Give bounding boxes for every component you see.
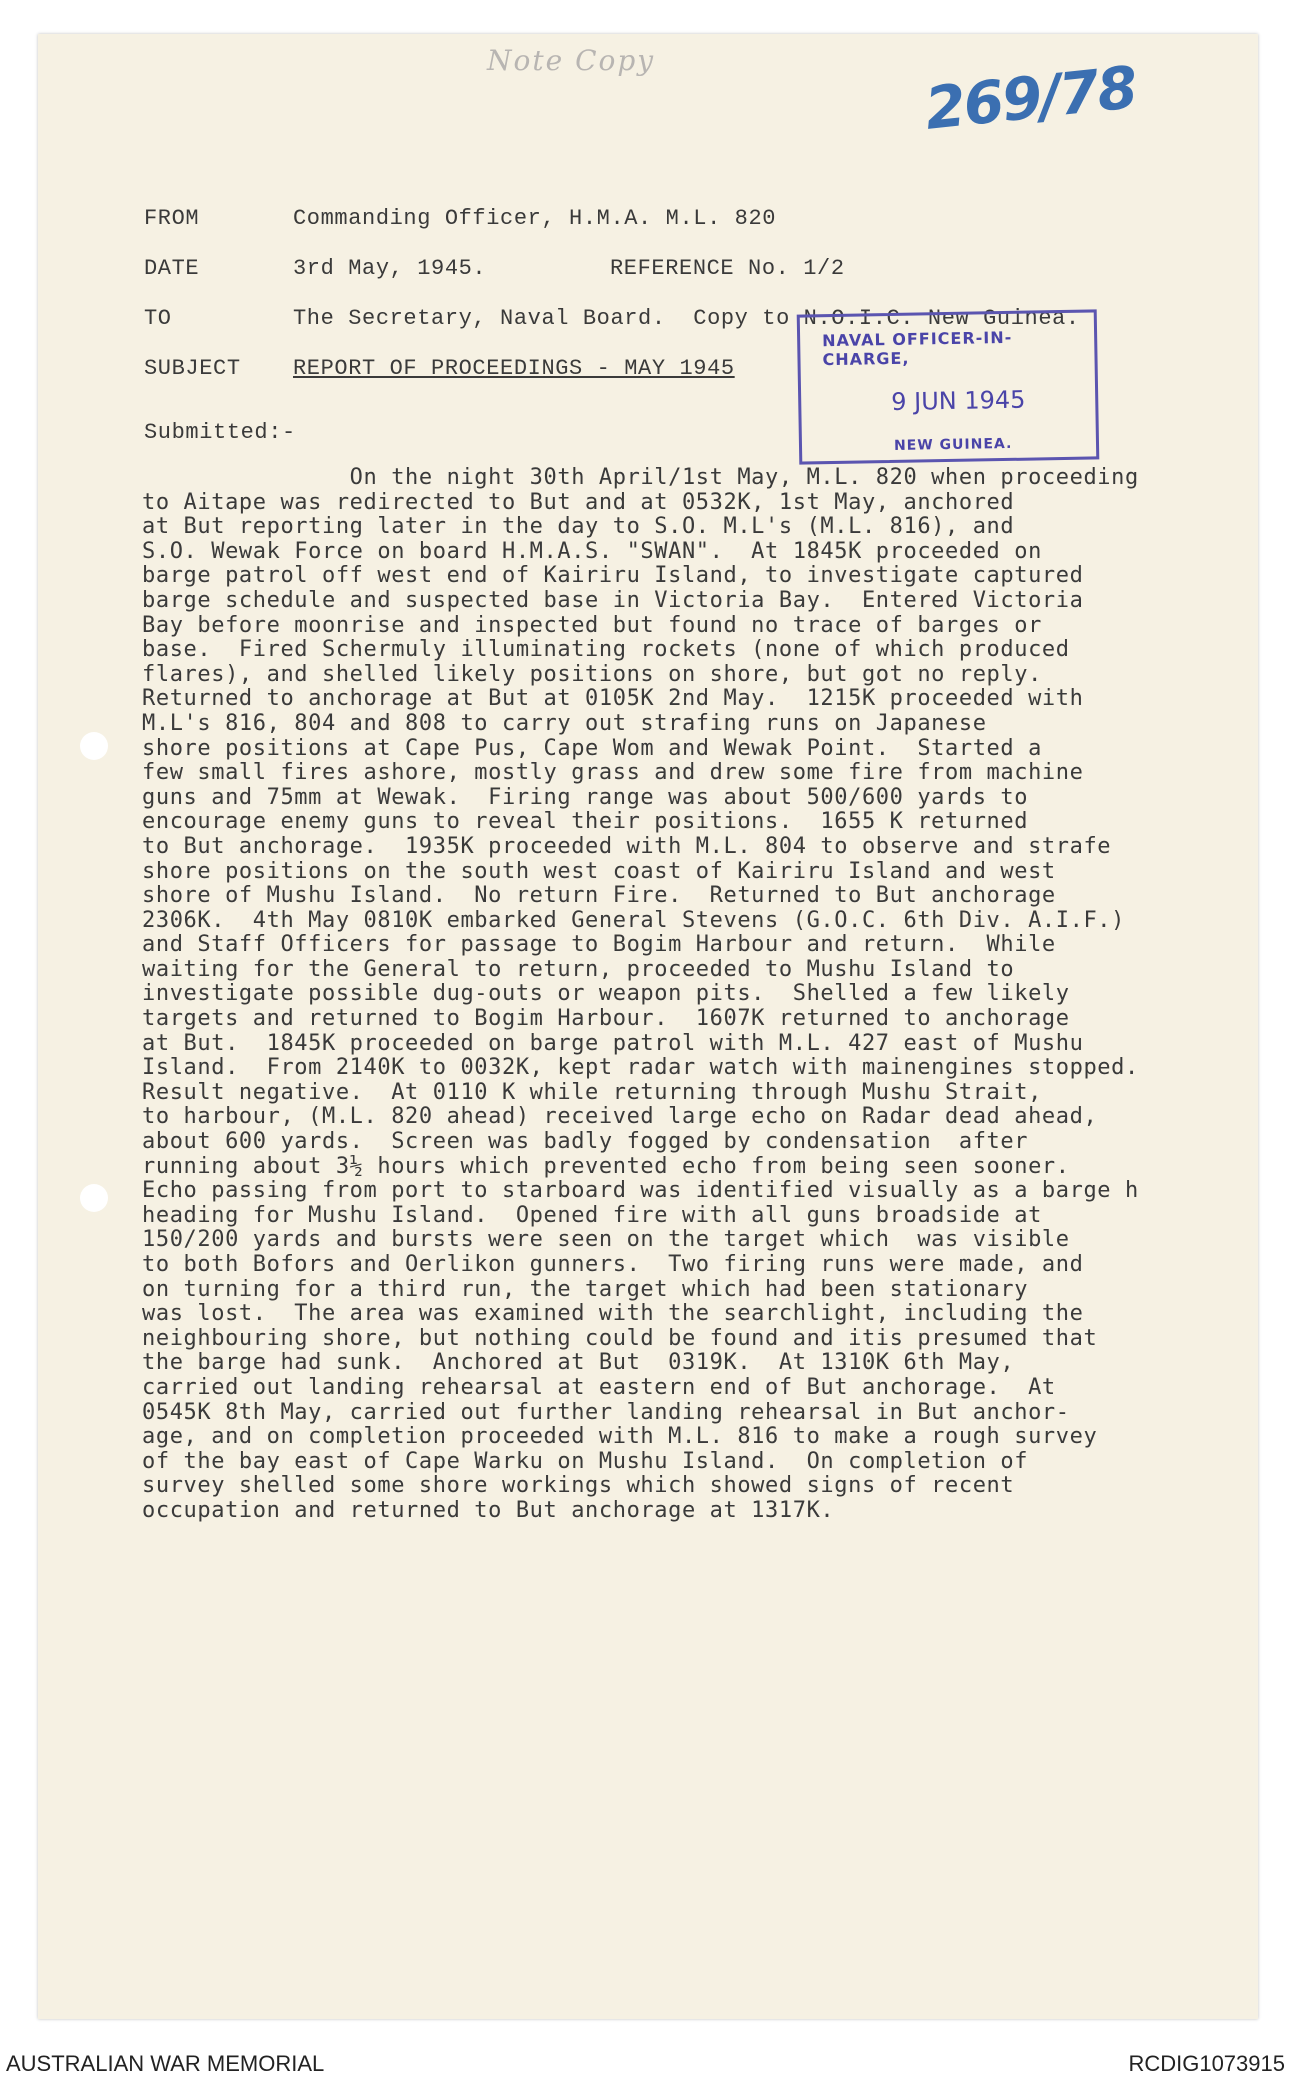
stamp-office: NAVAL OFFICER-IN-CHARGE, [822, 327, 1013, 370]
submitted-heading: Submitted:- [144, 420, 296, 445]
subject-label: SUBJECT [144, 356, 241, 381]
punch-hole-bottom [80, 1184, 108, 1212]
stamp-location: NEW GUINEA. [893, 435, 1013, 454]
footer-record-id: RCDIG1073915 [1128, 2051, 1285, 2076]
date-value: 3rd May, 1945. [293, 256, 487, 281]
reference-number: REFERENCE No. 1/2 [610, 256, 845, 281]
ink-reference-number: 269/78 [922, 53, 1139, 143]
footer-institution: AUSTRALIAN WAR MEMORIAL [6, 2051, 325, 2076]
to-label: TO [144, 306, 172, 331]
to-value: The Secretary, Naval Board. Copy to N.O.I.C. New Guinea. [293, 306, 1080, 331]
subject-value: REPORT OF PROCEEDINGS - MAY 1945 [293, 356, 735, 381]
stamp-date: 9 JUN 1945 [891, 385, 1026, 416]
punch-hole-top [80, 732, 108, 760]
date-label: DATE [144, 256, 200, 281]
from-value: Commanding Officer, H.M.A. M.L. 820 [293, 206, 777, 231]
received-stamp [797, 309, 1100, 464]
from-label: FROM [144, 206, 200, 231]
report-body: On the night 30th April/1st May, M.L. 820 when proceeding to Aitape was redirected to But and at 0532K, 1st May, anchored at But reporting later in the day to S.O. M.L's (M.L. 816), and S.O. Wewak Force on board H.M.A.S. "SWAN". At 1845K proceeded on barge patrol off west end of Kairiru Island, to investigate captured barge schedule and suspected base in Victoria Bay. Entered Victoria Bay before moonrise and inspected but found no trace of barges or base. Fired Schermuly illuminating rockets (none of which produced flares), and shelled likely positions on shore, but got no reply. Returned to anchorage at But at 0105K 2nd May. 1215K proceeded with M.L's 816, 804 and 808 to carry out strafing runs on Japanese shore positions at Cape Pus, Cape Wom and Wewak Point. Started a few small fires ashore, mostly grass and drew some fire from machine guns and 75mm at Wewak. Firing range was about 500/600 yards to encourage enemy guns to reveal their positions. 1655 K returned to But anchorage. 1935K proceeded with M.L. 804 to observe and strafe shore positions on the south west coast of Kairiru Island and west shore of Mushu Island. No return Fire. Returned to But anchorage 2306K. 4th May 0810K embarked General Stevens (G.O.C. 6th Div. A.I.F.) and Staff Officers for passage to Bogim Harbour and return. While waiting for the General to return, proceeded to Mushu Island to investigate possible dug-outs or weapon pits. Shelled a few likely targets and returned to Bogim Harbour. 1607K returned to anchorage at But. 1845K proceeded on barge patrol with M.L. 427 east of Mushu Island. From 2140K to 0032K, kept radar watch with mainengines stopped. Result negative. At 0110 K while returning through Mushu Strait, to harbour, (M.L. 820 ahead) received large echo on Radar dead ahead, about 600 yards. Screen was badly fogged by condensation after running about 3½ hours which prevented echo from being seen sooner. Echo passing from port to starboard was identified visually as a barge h heading for Mushu Island. Opened fire with all guns broadside at 150/200 yards and bursts were seen on the target which was visible to both Bofors and Oerlikon gunners. Two firing runs were made, and on turning for a third run, the target which had been stationary was lost. The area was examined with the searchlight, including the neighbouring shore, but nothing could be found and itis presumed that the barge had sunk. Anchored at But 0319K. At 1310K 6th May, carried out landing rehearsal at eastern end of But anchorage. At 0545K 8th May, carried out further landing rehearsal in But anchor- age, and on completion proceeded with M.L. 816 to make a rough survey of the bay east of Cape Warku on Mushu Island. On completion of survey shelled some shore workings which showed signs of recent occupation and returned to But anchorage at 1317K. [142, 465, 1139, 1523]
pencil-annotation: Note Copy [487, 44, 656, 77]
